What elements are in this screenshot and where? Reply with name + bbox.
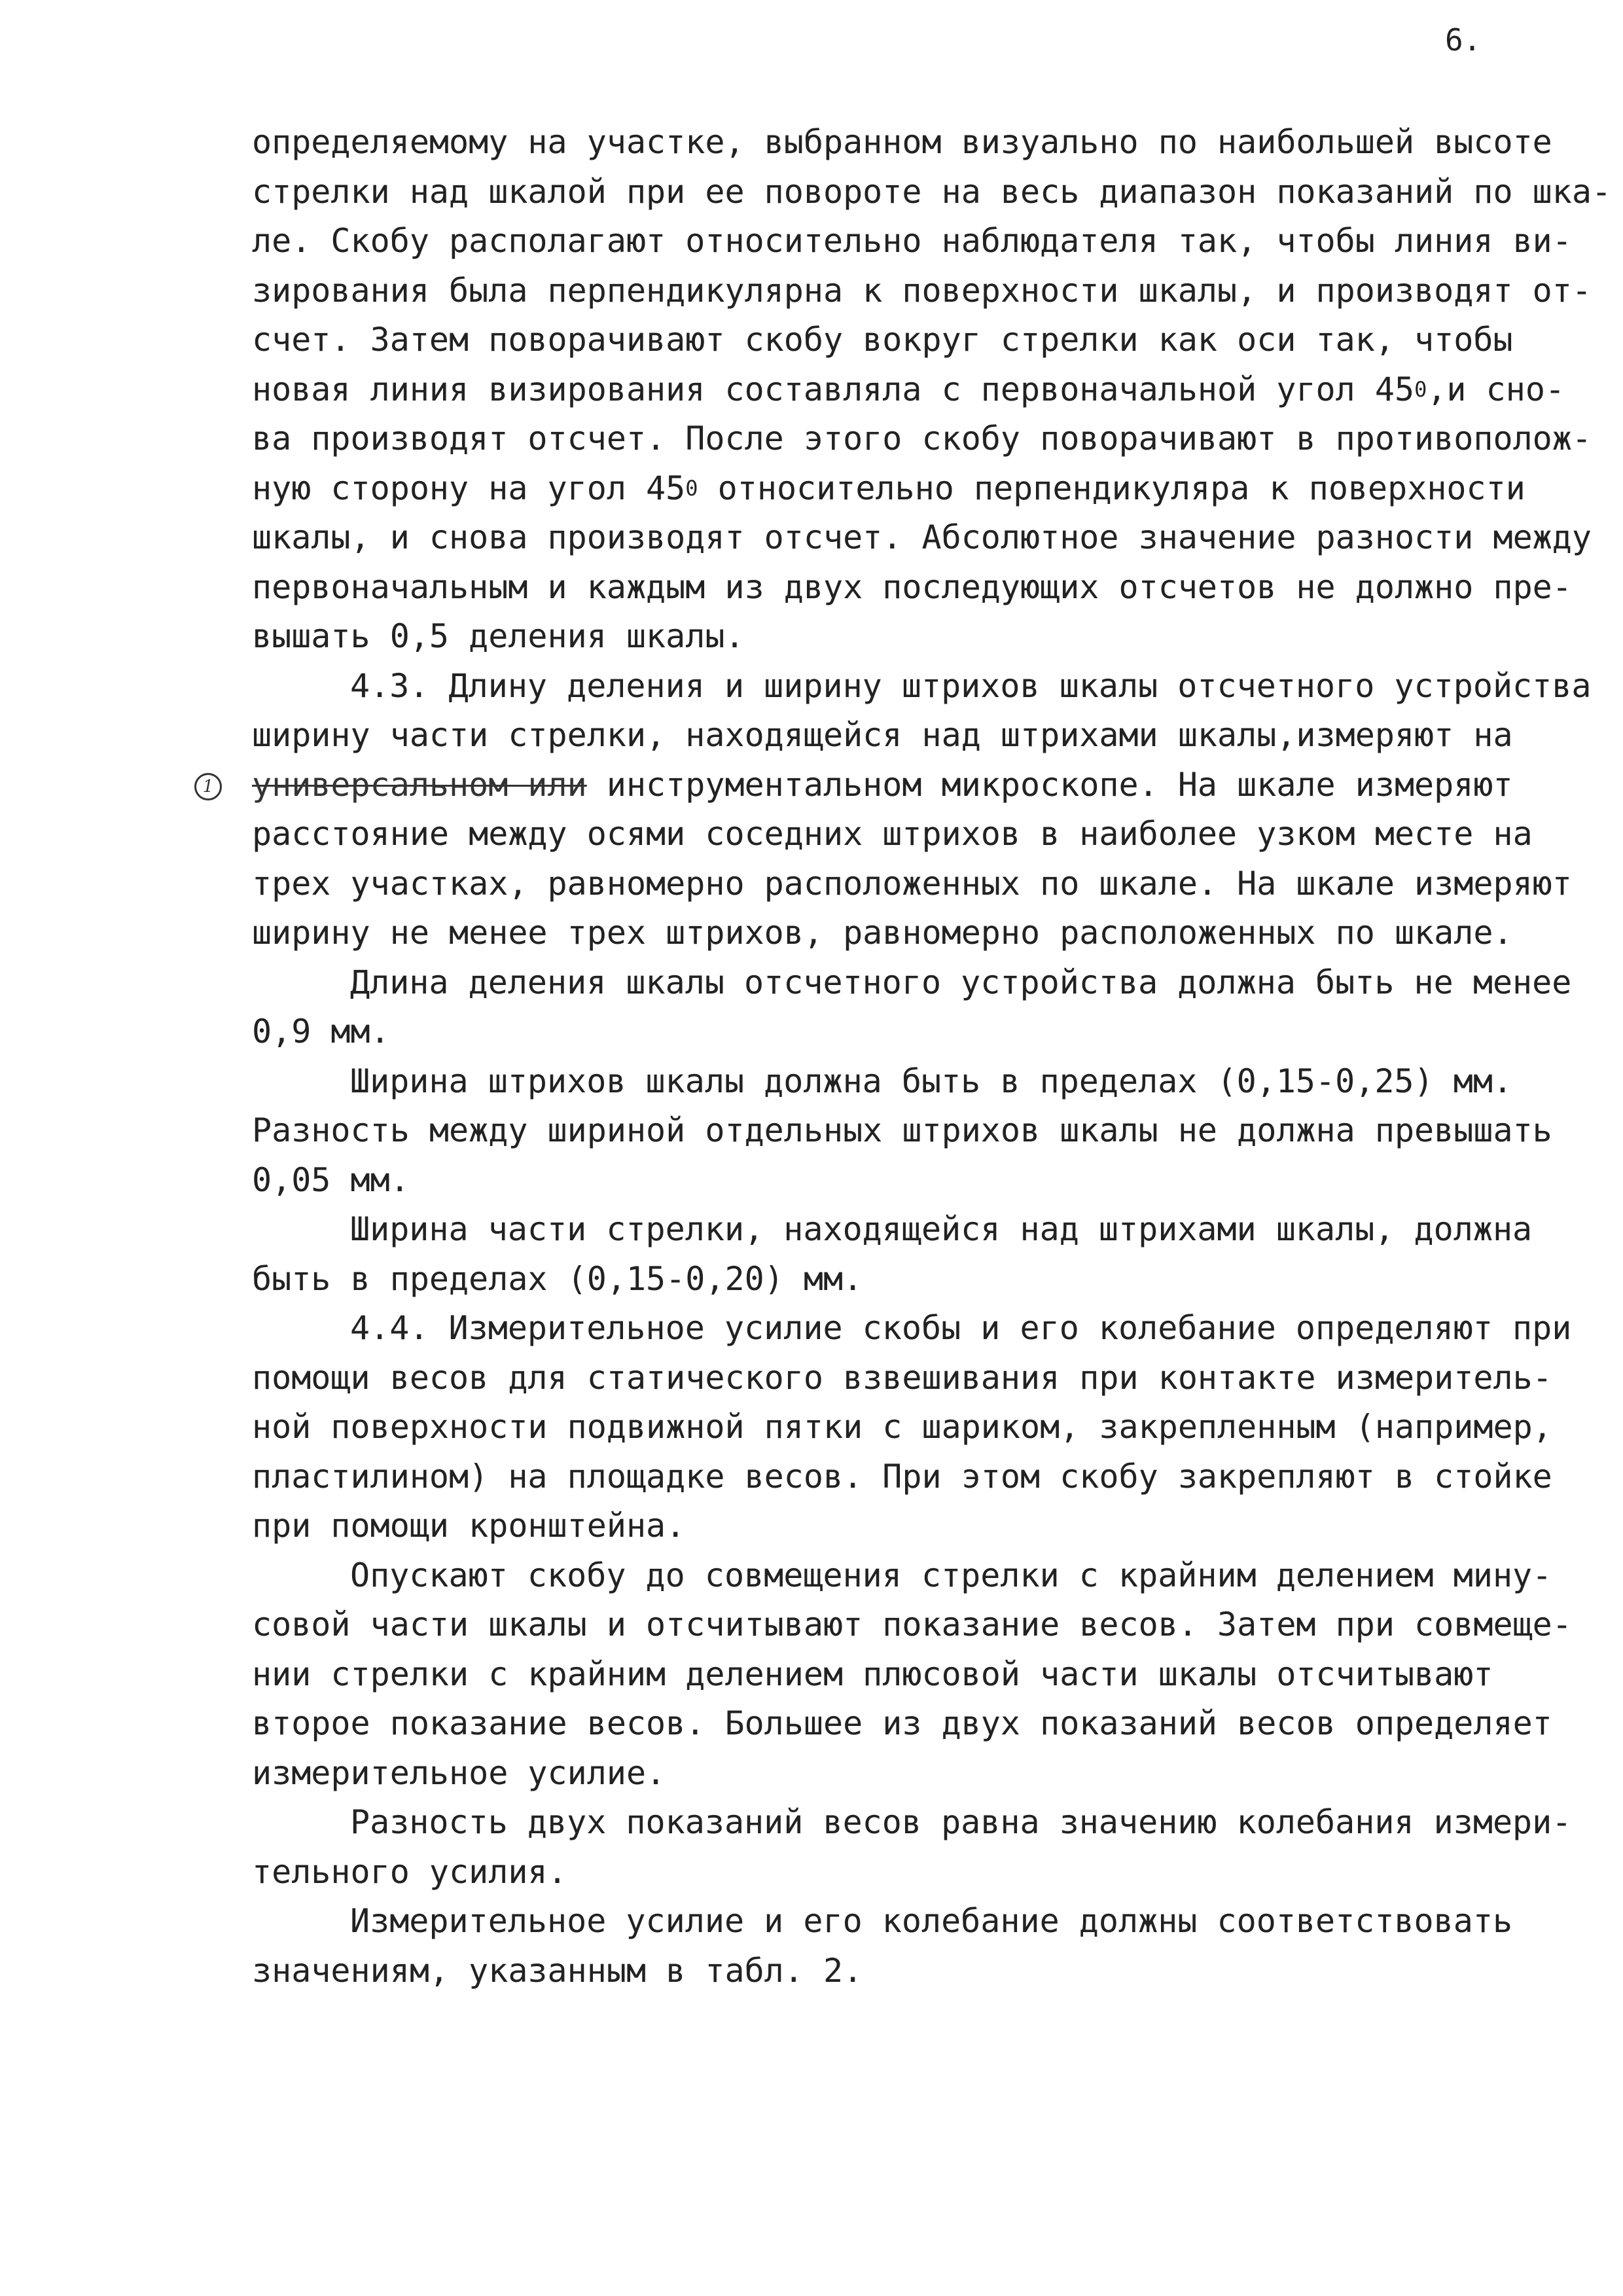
text-segment: новая линия визирования составляла с первоначальной угол 45 [252, 370, 1415, 408]
text-line-with-degree [252, 464, 1623, 514]
text-line: определяемому на участке, выбранном визуально по наибольшей высоте [252, 123, 1552, 161]
text-line: помощи весов для статического взвешивания при контакте измеритель- [252, 1358, 1552, 1397]
text-line: 0,05 мм. [252, 1160, 410, 1199]
text-line: значениям, указанным в табл. 2. [252, 1951, 863, 1990]
text-line: ширину не менее трех штрихов, равномерно расположенных по шкале. [252, 914, 1513, 952]
struck-text: универсальном или [252, 765, 587, 804]
text-line: ва производят отсчет. После этого скобу поворачивают в противополож- [252, 420, 1592, 457]
text-line: вышать 0,5 деления шкалы. [252, 617, 745, 655]
text-line: ширину части стрелки, находящейся над штрихами шкалы,измеряют на [252, 716, 1513, 754]
text-segment: ,и сно- [1427, 370, 1565, 408]
text-line: 0,9 мм. [252, 1013, 390, 1050]
text-line: при помощи кронштейна. [252, 1507, 686, 1545]
text-line: счет. Затем поворачивают скобу вокруг стрелки как оси так, чтобы [252, 321, 1513, 359]
text-line: ле. Скобу располагают относительно наблюдателя так, чтобы линия ви- [252, 222, 1572, 260]
text-segment: инструментальном микроскопе. На шкале измеряют [586, 765, 1513, 804]
text-line: тельного усилия. [252, 1852, 567, 1891]
text-line: измерительное усилие. [252, 1753, 666, 1792]
text-line: Измерительное усилие и его колебание должны соответствовать [350, 1902, 1513, 1940]
text-line: расстояние между осями соседних штрихов в наиболее узком месте на [252, 815, 1533, 853]
text-line: ной поверхности подвижной пятки с шариком, закрепленным (например, [252, 1408, 1552, 1446]
text-line: пластилином) на площадке весов. При этом скобу закрепляют в стойке [252, 1457, 1552, 1496]
degree-superscript: 0 [1414, 376, 1427, 402]
text-line: Длина деления шкалы отсчетного устройства должна быть не менее [350, 963, 1572, 1001]
text-line-with-correction [202, 761, 1623, 810]
document-body [202, 118, 1623, 1996]
text-line: Разность между шириной отдельных штрихов шкалы не должна превышать [252, 1111, 1552, 1149]
text-line: совой части шкалы и отсчитывают показание весов. Затем при совмеще- [252, 1605, 1572, 1643]
page-number: 6. [1445, 22, 1482, 58]
correction-mark: 1 [194, 773, 222, 800]
section-4-3-heading-line: 4.3. Длину деления и ширину штрихов шкалы отсчетного устройства [350, 666, 1592, 705]
section-4-4-heading-line: 4.4. Измерительное усилие скобы и его колебание определяют при [350, 1309, 1572, 1347]
text-line: зирования была перпендикулярна к поверхности шкалы, и производят от- [252, 271, 1592, 310]
text-line: трех участках, равномерно расположенных по шкале. На шкале измеряют [252, 864, 1572, 903]
text-line: второе показание весов. Большее из двух показаний весов определяет [252, 1704, 1552, 1742]
text-line: первоначальным и каждым из двух последующих отсчетов не должно пре- [252, 567, 1572, 606]
text-line: Разность двух показаний весов равна значению колебания измери- [350, 1803, 1572, 1841]
text-line: Опускают скобу до совмещения стрелки с крайним делением мину- [350, 1556, 1552, 1594]
text-line: Ширина части стрелки, находящейся над штрихами шкалы, должна [350, 1210, 1533, 1248]
text-line: нии стрелки с крайним делением плюсовой части шкалы отсчитывают [252, 1655, 1493, 1693]
text-line-with-degree [252, 365, 1623, 415]
text-segment: относительно перпендикуляра к поверхности [698, 469, 1525, 507]
text-line: стрелки над шкалой при ее повороте на весь диапазон показаний по шка- [252, 172, 1612, 211]
degree-superscript: 0 [685, 475, 698, 501]
text-segment: ную сторону на угол 45 [252, 469, 686, 507]
text-line: шкалы, и снова производят отсчет. Абсолютное значение разности между [252, 518, 1592, 556]
text-line: быть в пределах (0,15-0,20) мм. [252, 1259, 863, 1298]
text-line: Ширина штрихов шкалы должна быть в пределах (0,15-0,25) мм. [350, 1062, 1513, 1100]
